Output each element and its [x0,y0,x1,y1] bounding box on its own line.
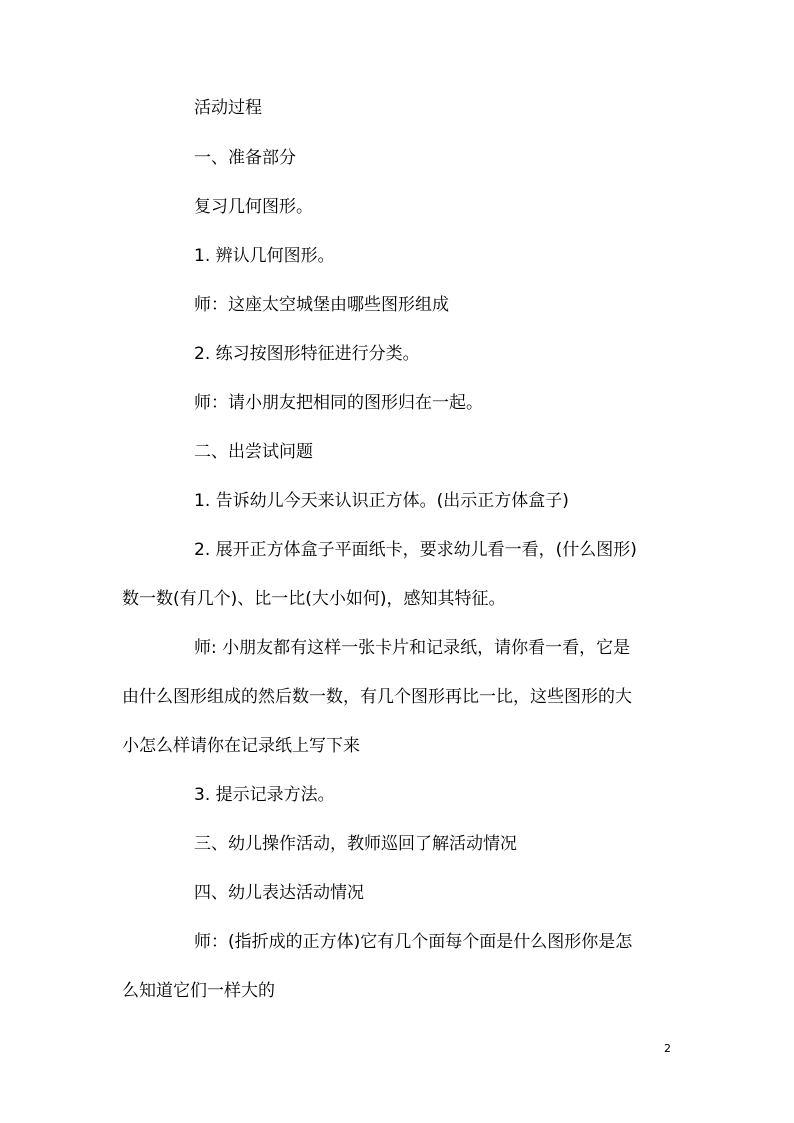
section-heading-preparation: 一、准备部分 [194,148,296,168]
paragraph: 师：(指折成的正方体)它有几个面每个面是什么图形你是怎 [194,932,633,952]
numbered-item: 2. 练习按图形特征进行分类。 [194,344,420,364]
numbered-item: 1. 辨认几何图形。 [194,246,335,266]
numbered-item: 3. 提示记录方法。 [194,785,335,805]
section-heading-try-question: 二、出尝试问题 [194,442,313,462]
numbered-item: 1. 告诉幼儿今天来认识正方体。(出示正方体盒子) [194,491,569,511]
paragraph-continuation: 小怎么样请你在记录纸上写下来 [122,736,360,756]
heading-activity-process: 活动过程 [194,98,262,118]
paragraph: 复习几何图形。 [194,197,313,217]
section-heading-expression: 四、幼儿表达活动情况 [194,883,364,903]
page-number: 2 [664,1042,671,1055]
section-heading-operation: 三、幼儿操作活动，教师巡回了解活动情况 [194,834,517,854]
numbered-item: 2. 展开正方体盒子平面纸卡，要求幼儿看一看，(什么图形) [194,540,637,560]
paragraph-continuation: 么知道它们一样大的 [122,981,275,1001]
paragraph-continuation: 由什么图形组成的然后数一数，有几个图形再比一比，这些图形的大 [122,687,632,707]
paragraph: 师: 小朋友都有这样一张卡片和记录纸，请你看一看，它是 [194,638,631,658]
paragraph-continuation: 数一数(有几个)、比一比(大小如何)，感知其特征。 [122,589,506,609]
paragraph: 师：这座太空城堡由哪些图形组成 [194,295,449,315]
paragraph: 师：请小朋友把相同的图形归在一起。 [194,393,483,413]
